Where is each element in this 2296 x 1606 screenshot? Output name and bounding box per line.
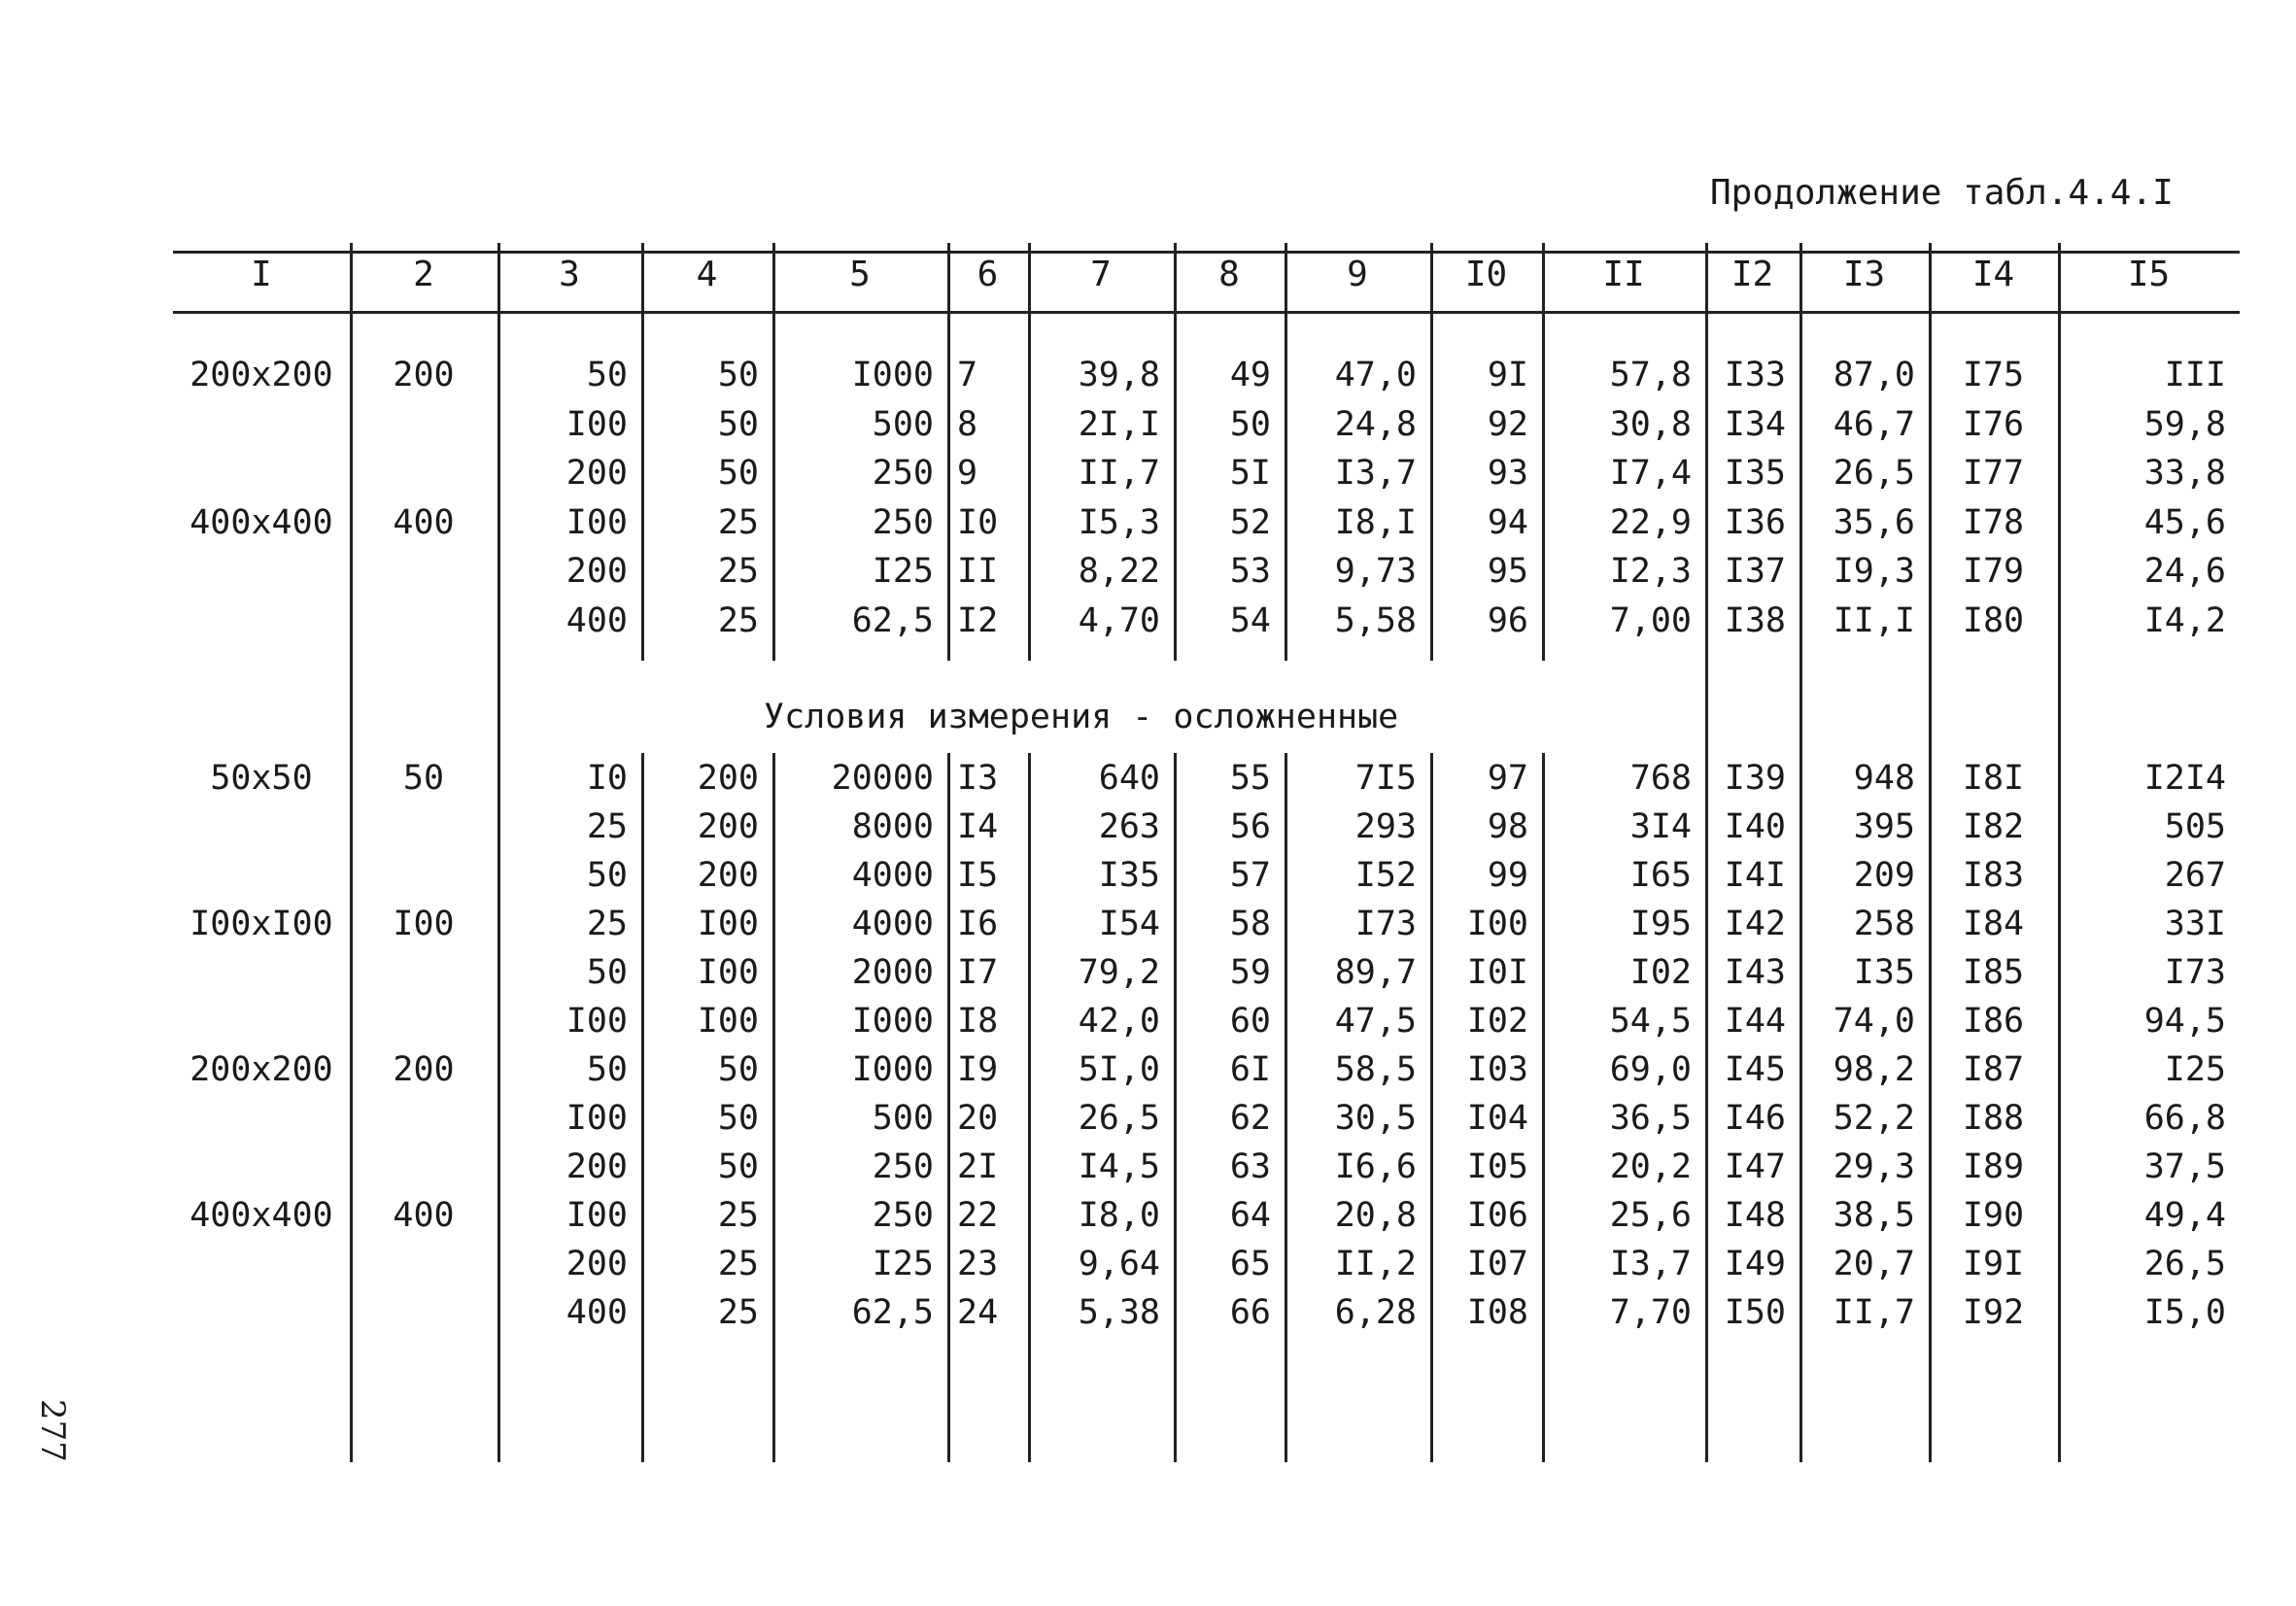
table-cell: 35,6 [1833,502,1915,542]
table-cell: 9,64 [1078,1245,1160,1283]
table-cell: 25 [586,905,628,943]
table-cell: I38 [1724,600,1786,640]
table-cell: 25 [717,600,759,640]
column-header: I0 [1464,255,1508,294]
table-cell: 50 [717,1099,759,1138]
table-cell: I95 [1629,905,1692,943]
table-cell: I0 [586,759,628,798]
table-cell: 640 [1098,759,1160,798]
table-cell: I83 [1962,856,2025,895]
table-cell: I85 [1962,953,2025,992]
table-cell: I42 [1724,905,1786,943]
table-cell: 8 [957,404,978,444]
table-cell: 25 [586,807,628,846]
table-cell: I2I4 [2143,759,2226,798]
column-rule [947,243,950,661]
table-cell: 400 [565,1293,628,1332]
table-cell: I2,3 [1609,552,1692,591]
table-cell: I76 [1962,404,2025,444]
table-cell: I5 [957,856,999,895]
table-cell: 52,2 [1833,1099,1915,1138]
table-cell: 37,5 [2143,1147,2226,1186]
table-cell: 200x200 [189,356,333,394]
table-cell: III [2164,356,2226,394]
table-cell: 9I [1487,356,1528,394]
table-cell: 7,70 [1609,1293,1692,1332]
table-cell: 50 [586,356,628,394]
table-cell: 7I5 [1354,759,1417,798]
table-cell: I87 [1962,1050,2025,1089]
table-cell: I00 [697,905,759,943]
table-cell: 50x50 [210,759,313,798]
table-cell: I47 [1724,1147,1786,1186]
table-cell: I0 [957,502,999,542]
table-cell: 97 [1487,759,1528,798]
table-cell: 3I4 [1629,807,1692,846]
table-cell: 55 [1229,759,1271,798]
table-cell: I04 [1466,1099,1528,1138]
table-cell: I82 [1962,807,2025,846]
table-cell: 33,8 [2143,454,2226,493]
table-cell: 89,7 [1334,953,1417,992]
table-cell: 22 [957,1196,999,1235]
table-cell: 24 [957,1293,999,1332]
column-header: 8 [1218,255,1240,294]
table-cell: I4,5 [1078,1147,1160,1186]
table-cell: I44 [1724,1002,1786,1041]
table-cell: 400 [565,600,628,640]
table-cell: 20 [957,1099,999,1138]
column-header: 2 [413,255,434,294]
table-cell: I8 [957,1002,999,1041]
table-cell: I000 [851,1002,934,1041]
table-cell: I35 [1098,856,1160,895]
table-cell: I48 [1724,1196,1786,1235]
table-cell: I00 [697,953,759,992]
table-cell: I00 [393,905,455,943]
table-cell: 95 [1487,552,1528,591]
table-cell: 63 [1229,1147,1271,1186]
table-cell: 29,3 [1833,1147,1915,1186]
table-cell: 99 [1487,856,1528,895]
table-cell: 93 [1487,454,1528,493]
table-cell: 200 [565,1147,628,1186]
table-cell: 6I [1229,1050,1271,1089]
table-cell: 57,8 [1609,356,1692,394]
table-cell: I3,7 [1609,1245,1692,1283]
table-cell: 4000 [851,856,934,895]
table-cell: I73 [2164,953,2226,992]
table-cell: I75 [1962,356,2025,394]
table-cell: I73 [1354,905,1417,943]
table-cell: I02 [1629,953,1692,992]
table-cell: 9,73 [1334,552,1417,591]
table-cell: 50 [717,404,759,444]
table-cell: 24,6 [2143,552,2226,591]
table-cell: 54,5 [1609,1002,1692,1041]
table-cell: 400x400 [189,1196,333,1235]
table-cell: 94 [1487,502,1528,542]
table-cell: I00 [697,1002,759,1041]
table-cell: 23 [957,1245,999,1283]
column-header: I4 [1971,255,2015,294]
table-cell: I4,2 [2143,600,2226,640]
table-cell: 200 [697,759,759,798]
table-cell: 60 [1229,1002,1271,1041]
table-cell: 5,58 [1334,600,1417,640]
table-cell: 50 [717,356,759,394]
table-cell: 59 [1229,953,1271,992]
table-cell: 20,7 [1833,1245,1915,1283]
table-cell: 5I [1229,454,1271,493]
table-cell: 87,0 [1833,356,1915,394]
table-cell: I05 [1466,1147,1528,1186]
table-cell: I36 [1724,502,1786,542]
page-number: 277 [33,1399,72,1462]
table-cell: I77 [1962,454,2025,493]
table-cell: 74,0 [1833,1002,1915,1041]
table-cell: I8,I [1334,502,1417,542]
column-header: 6 [977,255,999,294]
table-cell: 50 [717,1050,759,1089]
table-cell: 94,5 [2143,1002,2226,1041]
table-cell: 50 [586,856,628,895]
table-cell: 50 [717,1147,759,1186]
table-cell: 38,5 [1833,1196,1915,1235]
table-cell: I35 [1724,454,1786,493]
table-cell: II [957,552,999,591]
table-cell: I0I [1466,953,1528,992]
column-header: 5 [849,255,871,294]
table-cell: I46 [1724,1099,1786,1138]
table-cell: 200 [697,807,759,846]
table-cell: I2 [957,600,999,640]
column-header: 4 [696,255,718,294]
table-cell: 26,5 [1078,1099,1160,1138]
table-cell: 7,00 [1609,600,1692,640]
table-cell: 46,7 [1833,404,1915,444]
table-cell: 98,2 [1833,1050,1915,1089]
column-header: I5 [2127,255,2171,294]
table-cell: I25 [872,552,934,591]
table-cell: 6,28 [1334,1293,1417,1332]
table-cell: 47,5 [1334,1002,1417,1041]
table-cell: 400 [393,1196,455,1235]
table-cell: I9I [1962,1245,2025,1283]
table-cell: I9,3 [1833,552,1915,591]
table-cell: 96 [1487,600,1528,640]
table-cell: 58,5 [1334,1050,1417,1089]
table-cell: 25 [717,1293,759,1332]
table-cell: I25 [2164,1050,2226,1089]
table-cell: 4000 [851,905,934,943]
table-cell: I84 [1962,905,2025,943]
table-cell: I25 [872,1245,934,1283]
table-cell: 25,6 [1609,1196,1692,1235]
table-cell: I5,3 [1078,502,1160,542]
table-cell: I06 [1466,1196,1528,1235]
table-cell: I5,0 [2143,1293,2226,1332]
table-cell: 250 [872,1196,934,1235]
table-cell: 7 [957,356,978,394]
table-cell: I33 [1724,356,1786,394]
table-cell: 69,0 [1609,1050,1692,1089]
table-cell: 65 [1229,1245,1271,1283]
table-cell: 66 [1229,1293,1271,1332]
table-cell: I00 [1466,905,1528,943]
table-cell: 50 [1229,404,1271,444]
table-cell: I65 [1629,856,1692,895]
table-cell: 56 [1229,807,1271,846]
table-cell: I34 [1724,404,1786,444]
table-cell: 258 [1853,905,1915,943]
table-cell: 395 [1853,807,1915,846]
table-cell: I7 [957,953,999,992]
table-cell: 20,2 [1609,1147,1692,1186]
table-cell: 263 [1098,807,1160,846]
table-cell: 400 [393,502,455,542]
table-cell: I02 [1466,1002,1528,1041]
table-cell: 62,5 [851,600,934,640]
table-cell: I00 [565,1099,628,1138]
table-cell: 768 [1629,759,1692,798]
table-cell: II,7 [1833,1293,1915,1332]
table-cell: I52 [1354,856,1417,895]
table-cell: I92 [1962,1293,2025,1332]
table-cell: I6,6 [1334,1147,1417,1186]
table-cell: 25 [717,1196,759,1235]
table-cell: 2000 [851,953,934,992]
table-cell: 92 [1487,404,1528,444]
table-cell: 5I,0 [1078,1050,1160,1089]
table-cell: 200 [393,356,455,394]
table-cell: 200 [565,1245,628,1283]
table-cell: I50 [1724,1293,1786,1332]
table-cell: 25 [717,502,759,542]
table-cell: I3 [957,759,999,798]
table-cell: I00 [565,1196,628,1235]
table-cell: 24,8 [1334,404,1417,444]
table-cell: I07 [1466,1245,1528,1283]
table-cell: I89 [1962,1147,2025,1186]
table-cell: 45,6 [2143,502,2226,542]
table-cell: I78 [1962,502,2025,542]
table-cell: 500 [872,404,934,444]
table-cell: I35 [1853,953,1915,992]
table-cell: 200 [565,454,628,493]
column-header: I [251,255,272,294]
table-cell: I4I [1724,856,1786,895]
table-cell: 250 [872,502,934,542]
table-cell: 2I [957,1147,999,1186]
table-cell: 98 [1487,807,1528,846]
table-cell: 8000 [851,807,934,846]
table-cell: I45 [1724,1050,1786,1089]
table-cell: I8I [1962,759,2025,798]
table-cell: I8,0 [1078,1196,1160,1235]
column-header: 9 [1347,255,1368,294]
table-cell: 25 [717,1245,759,1283]
table-cell: 200 [393,1050,455,1089]
table-cell: I54 [1098,905,1160,943]
table-cell: I4 [957,807,999,846]
table-cell: 42,0 [1078,1002,1160,1041]
table-cell: 53 [1229,552,1271,591]
table-cell: I9 [957,1050,999,1089]
table-cell: 209 [1853,856,1915,895]
table-cell: 66,8 [2143,1099,2226,1138]
table-cell: 30,8 [1609,404,1692,444]
column-rule [947,753,950,1462]
table-cell: 26,5 [2143,1245,2226,1283]
table-cell: 47,0 [1334,356,1417,394]
table-cell: I6 [957,905,999,943]
table-cell: I000 [851,356,934,394]
table-cell: I39 [1724,759,1786,798]
table-cell: I00 [565,1002,628,1041]
table-cell: 49 [1229,356,1271,394]
table-cell: 200x200 [189,1050,333,1089]
table-cell: 5,38 [1078,1293,1160,1332]
table-cell: II,2 [1334,1245,1417,1283]
column-header: II [1602,255,1645,294]
table-cell: I40 [1724,807,1786,846]
table-cell: I00xI00 [189,905,333,943]
table-cell: 500 [872,1099,934,1138]
column-header: I2 [1731,255,1774,294]
table-cell: 2I,I [1078,404,1160,444]
table-cell: 59,8 [2143,404,2226,444]
table-cell: 250 [872,1147,934,1186]
table-cell: 400x400 [189,502,333,542]
table-cell: I80 [1962,600,2025,640]
table-cell: 20,8 [1334,1196,1417,1235]
table-cell: I000 [851,1050,934,1089]
table-cell: 50 [402,759,445,798]
table-cell: 267 [2164,856,2226,895]
table-cell: 30,5 [1334,1099,1417,1138]
table-cell: I7,4 [1609,454,1692,493]
table-cell: 33I [2164,905,2226,943]
table-cell: 200 [565,552,628,591]
table-cell: 54 [1229,600,1271,640]
column-rule [350,243,353,1462]
table-cell: 62 [1229,1099,1271,1138]
table-caption: Продолжение табл.4.4.I [1710,173,2174,213]
table-cell: 49,4 [2143,1196,2226,1235]
table-cell: 505 [2164,807,2226,846]
table-cell: I08 [1466,1293,1528,1332]
table-cell: 50 [717,454,759,493]
column-header: 7 [1090,255,1112,294]
table-cell: 57 [1229,856,1271,895]
table-cell: 200 [697,856,759,895]
table-cell: 50 [586,953,628,992]
table-cell: I49 [1724,1245,1786,1283]
table-cell: 39,8 [1078,356,1160,394]
table-cell: I79 [1962,552,2025,591]
table-cell: 4,70 [1078,600,1160,640]
table-cell: I43 [1724,953,1786,992]
table-cell: 250 [872,454,934,493]
table-cell: I03 [1466,1050,1528,1089]
table-cell: I3,7 [1334,454,1417,493]
table-cell: 52 [1229,502,1271,542]
table-cell: I90 [1962,1196,2025,1235]
table-cell: 22,9 [1609,502,1692,542]
table-cell: I86 [1962,1002,2025,1041]
table-cell: I00 [565,502,628,542]
table-cell: 79,2 [1078,953,1160,992]
section-title: Условия измерения - осложненные [764,698,1399,736]
table-cell: 948 [1853,759,1915,798]
table-cell: II,7 [1078,454,1160,493]
table-cell: 62,5 [851,1293,934,1332]
table-cell: 20000 [831,759,934,798]
table-cell: 8,22 [1078,552,1160,591]
table-cell: 9 [957,454,978,493]
table-cell: II,I [1833,600,1915,640]
table-cell: 58 [1229,905,1271,943]
table-cell: I88 [1962,1099,2025,1138]
table-cell: 25 [717,552,759,591]
column-header: I3 [1842,255,1886,294]
table-cell: 36,5 [1609,1099,1692,1138]
table-cell: I37 [1724,552,1786,591]
table-cell: 26,5 [1833,454,1915,493]
column-header: 3 [559,255,580,294]
table-cell: 293 [1354,807,1417,846]
table-cell: 50 [586,1050,628,1089]
table-cell: 64 [1229,1196,1271,1235]
table-cell: I00 [565,404,628,444]
